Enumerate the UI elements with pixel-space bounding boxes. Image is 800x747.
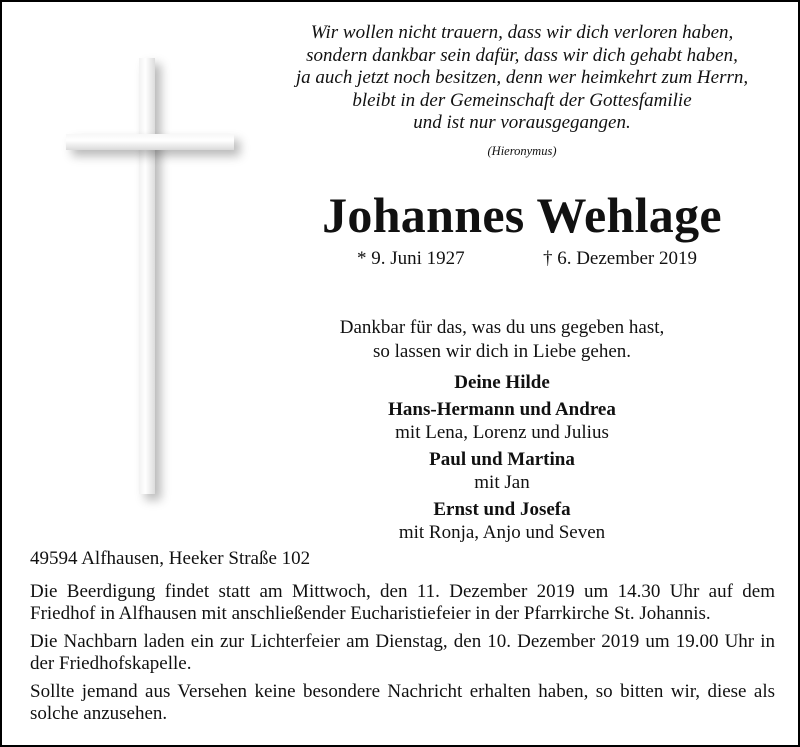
mourner-names: Paul und Martina <box>429 449 575 470</box>
quote <box>262 22 782 135</box>
cross-vertical-beam <box>139 58 155 494</box>
funeral-note: Die Beerdigung findet statt am Mittwoch, den 11. Dezember 2019 um 14.30 Uhr auf dem Friedhof in Alfhausen mit anschließender Eucharistiefeier in der Pfarrkirche St. Johannis. <box>30 581 775 624</box>
verse-line: Dankbar für das, was du uns gegeben hast, <box>339 317 665 338</box>
mourner-names: Deine Hilde <box>454 372 550 393</box>
quote-author: (Hieronymus) <box>487 144 557 158</box>
funeral-note: Sollte jemand aus Versehen keine besondere Nachricht erhalten haben, so bitten wir, diese als solche anzusehen. <box>30 681 775 724</box>
quote-line: ja auch jetzt noch besitzen, denn wer heimkehrt zum Herrn, <box>295 67 749 88</box>
funeral-notes <box>30 581 775 731</box>
death-date: † 6. Dezember 2019 <box>542 248 697 269</box>
funeral-note: Die Nachbarn laden ein zur Lichterfeier am Dienstag, den 10. Dezember 2019 um 19.00 Uhr in der Friedhofskapelle. <box>30 631 775 674</box>
quote-line: Wir wollen nicht trauern, dass wir dich verloren haben, <box>310 22 734 43</box>
cross-horizontal-beam <box>66 134 234 150</box>
mourner-children: mit Ronja, Anjo und Seven <box>398 522 606 543</box>
mourner-children: mit Jan <box>474 472 530 493</box>
mourners-list <box>302 371 702 544</box>
quote-line: bleibt in der Gemeinschaft der Gottesfamilie <box>352 89 692 111</box>
cross-icon <box>66 58 242 498</box>
life-dates <box>357 248 697 270</box>
verse-line: so lassen wir dich in Liebe gehen. <box>372 341 631 362</box>
quote-line: und ist nur vorausgegangen. <box>413 112 631 133</box>
farewell-verse <box>302 316 702 364</box>
quote-line: sondern dankbar sein dafür, dass wir dich gehabt haben, <box>306 44 738 66</box>
mourner-names: Ernst und Josefa <box>433 499 571 520</box>
mourner-names: Hans-Hermann und Andrea <box>388 399 616 420</box>
family-address: 49594 Alfhausen, Heeker Straße 102 <box>30 548 311 569</box>
birth-date: * 9. Juni 1927 <box>357 248 465 269</box>
deceased-name: Johannes Wehlage <box>322 187 722 243</box>
mourner-children: mit Lena, Lorenz und Julius <box>395 422 609 443</box>
